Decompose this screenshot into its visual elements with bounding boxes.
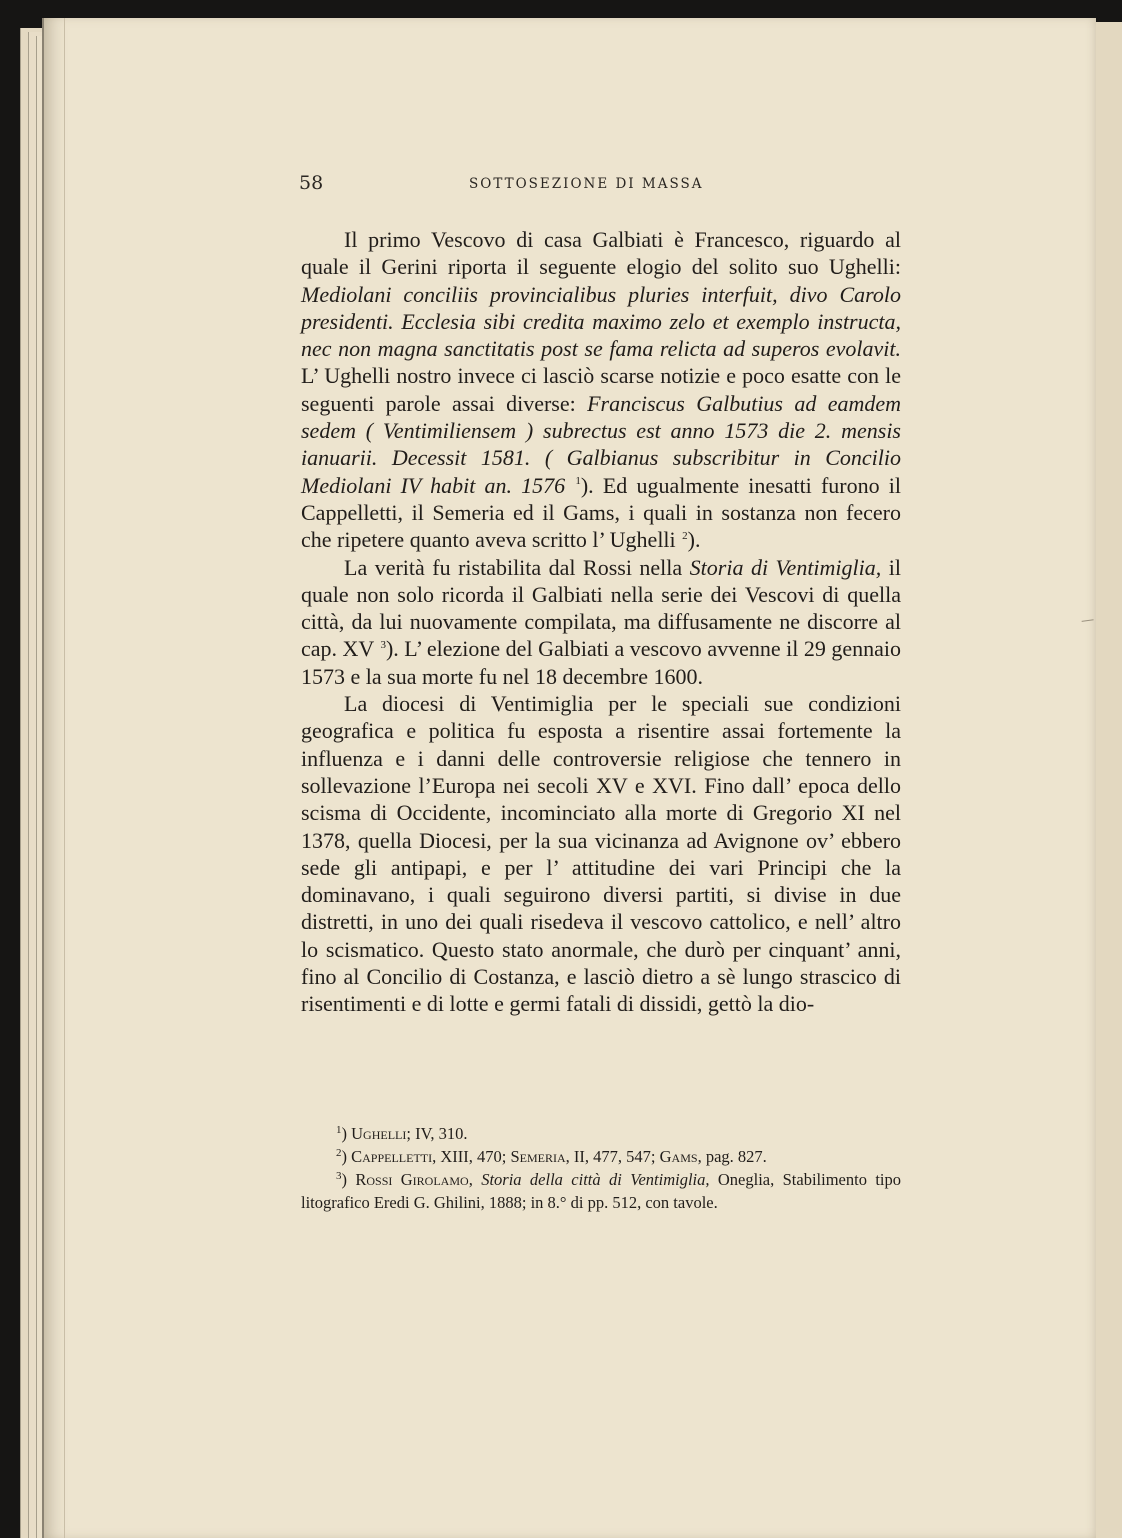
paragraph-3: La diocesi di Ventimiglia per le speciali sue condizioni geografica e politica fu esposta a risentire assai fortemente la influenza e i danni delle controversie religiose che tennero in sollevazione l’Europa nei secoli XV e XVI. Fino dall’ epoca dello scisma di Occidente, incominciato alla morte di Gregorio XI nel 1378, quella Diocesi, per la sua vicinanza ad Avignone ov’ ebbero sede gli antipapi, e per l’ attitudine dei vari Principi che la dominavano, i quali seguirono diversi partiti, si divise in due distretti, in uno dei quali risedeva il vescovo cattolico, e nell’ altro lo scismatico. Questo stato anormale, che durò per cinquant’ anni, fino al Concilio di Costanza, e lasciò dietro a sè lungo strascico di risentimenti e di lotte e germi fatali di dissidi, gettò la dio- (301, 691, 901, 1017)
author-name: Rossi Girolamo (355, 1170, 469, 1189)
text-run: il quale non solo ricorda il Galbiati nella serie dei Vescovi di quella città, da lui nuovamente compilata, ma diffusamente ne discorre al cap. XV (301, 554, 901, 662)
footnote-mark: 3 (336, 1169, 342, 1182)
footnote-mark: 1 (336, 1123, 342, 1136)
citation-text: ; IV, 310. (406, 1124, 468, 1143)
author-name: Ughelli (351, 1124, 407, 1143)
citation-text: , XIII, 470; (432, 1147, 511, 1166)
text-run: L’ Ughelli nostro invece ci lasciò scarse notizie e poco esatte con le seguenti parole assai diverse: (301, 363, 901, 416)
footnote-ref: 3 (380, 639, 386, 652)
citation-text: , II, 477, 547; (565, 1147, 660, 1166)
latin-quote: Franciscus Galbutius ad eamdem sedem ( Ventimiliensem ) subrectus est anno 1573 die 2. mensis ianuarii. Decessit 1581. ( Galbianus subscribitur in Concilio Mediolani IV habit an. 1576 (301, 390, 901, 498)
text-run: La verità fu ristabilita dal Rossi nella (344, 554, 690, 580)
book-title: Storia di Ventimiglia, (689, 554, 882, 580)
citation-text: Oneglia, Stabilimento tipo litografico Eredi G. Ghilini, 1888; in 8.° di pp. 512, con tavole. (301, 1170, 901, 1212)
latin-quote: Mediolani conciliis provincialibus pluries interfuit, divo Carolo presidenti. Ecclesia sibi credita maximo zelo et exemplo instructa, nec non magna sanctitatis post se fama relicta ad superos evolavit. (301, 281, 901, 362)
text-run: ). Ed ugualmente inesatti furono il Cappelletti, il Semeria ed il Gams, i quali in sostanza non fecero che ripetere quanto aveva scritto l’ Ughelli (301, 472, 902, 553)
paragraph-1 (301, 226, 901, 554)
body-text (301, 226, 901, 1018)
paragraph-2 (301, 554, 901, 690)
citation-text: , (468, 1170, 482, 1189)
footnotes (301, 1122, 901, 1214)
page-header (299, 168, 1019, 198)
text-run: ). (687, 527, 701, 553)
citation-text: , pag. 827. (697, 1147, 767, 1166)
page-number: 58 (299, 172, 324, 194)
footnote-1: $^1$) Ughelli; IV, 310. (336, 1123, 468, 1143)
footnote-ref: 1 (575, 475, 581, 488)
footnote-3: $^3$) Rossi Girolamo, Storia della città di Ventimiglia, Oneglia, Stabilimento tipo litografico Eredi G. Ghilini, 1888; in 8.° di pp. 512, con tavole. (301, 1169, 901, 1212)
footnote-2: $^2$) Cappelletti, XIII, 470; Semeria, II, 477, 547; Gams, pag. 827. (336, 1146, 767, 1166)
author-name: Cappelletti (351, 1147, 433, 1166)
text-run: Il primo Vescovo di casa Galbiati è Francesco, riguardo al quale il Gerini riporta il seguente elogio del solito suo Ughelli: (301, 227, 901, 280)
text-run: ). L’ elezione del Galbiati a vescovo avvenne il 29 gennaio 1573 e la sua morte fu nel 18 decembre 1600. (301, 636, 901, 689)
author-name: Semeria (510, 1147, 566, 1166)
running-title: SOTTOSEZIONE DI MASSA (469, 176, 704, 192)
author-name: Gams (659, 1147, 698, 1166)
footnote-ref: 2 (682, 529, 688, 542)
footnote-mark: 2 (336, 1146, 342, 1159)
book-title: Storia della città di Ventimiglia, (481, 1170, 710, 1189)
